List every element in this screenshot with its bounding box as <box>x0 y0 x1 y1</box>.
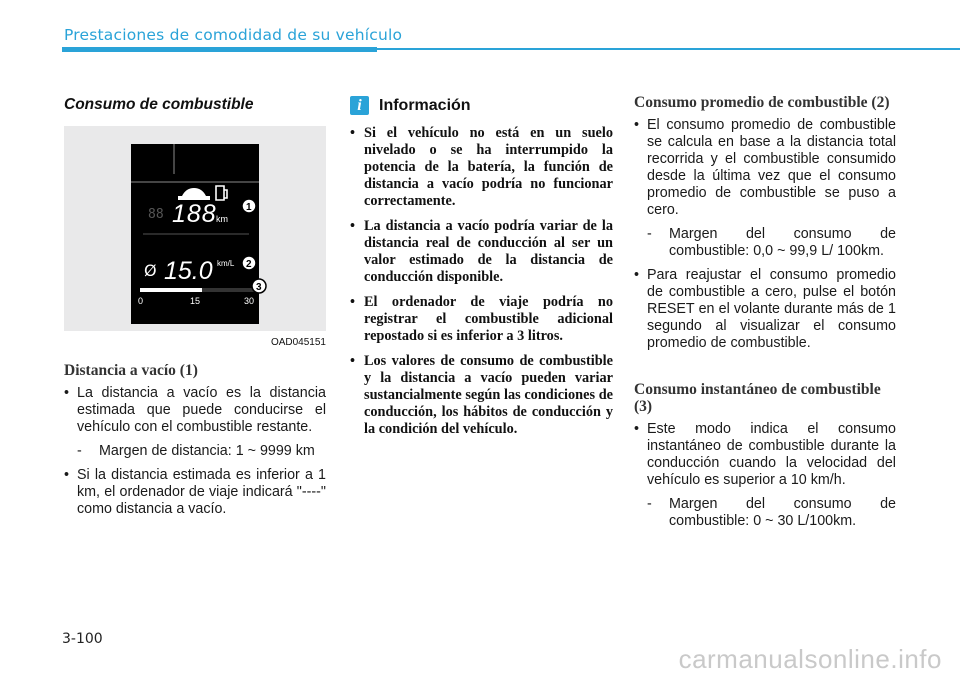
scale-tick-30: 30 <box>244 296 255 306</box>
subtitle-range: Distancia a vacío (1) <box>64 362 198 379</box>
title-instant-consumption: Consumo instantáneo de combustible (3) <box>634 381 881 415</box>
bullet-range-def: • La distancia a vacío es la distancia estimada que puede conducirse el vehículo con el combustible restante. <box>64 385 326 436</box>
callout-3: 3 <box>256 282 262 293</box>
dash-text: Margen de distancia: 1 ~ 9999 km <box>99 443 315 459</box>
info-header <box>350 96 613 115</box>
bullet-range-low: • Si la distancia estimada es inferior a 1 km, el ordenador de viaje indicará "----" como distancia a vacío. <box>64 467 326 518</box>
dash-instant-margin <box>647 496 896 530</box>
cluster-figure <box>64 126 326 331</box>
header-rule-thin <box>377 48 960 50</box>
info-item-3: • El ordenador de viaje podría no registrar el combustible adicional repostado si es inferior a 3 litros. <box>350 294 613 345</box>
info-item-1: • Si el vehículo no está en un suelo nivelado o se ha interrumpido la potencia de la batería, la función de distancia a vacío podría no funcionar correctamente. <box>350 125 613 210</box>
info-item-4: • Los valores de consumo de combustible y la distancia a vacío pueden variar sustancialmente según las condiciones de conducción, los hábitos de conducción y la condición del vehículo. <box>350 353 613 438</box>
svg-text:88: 88 <box>148 207 164 222</box>
info-item-2: • La distancia a vacío podría variar de la distancia real de conducción al ser un valor estimado de la distancia de conducción disponible. <box>350 218 613 286</box>
callout-1: 1 <box>246 202 252 213</box>
dash-text: Margen del consumo de combustible: 0 ~ 30 L/100km. <box>669 496 896 529</box>
cluster-display-illustration <box>64 126 326 331</box>
avg-value: 15.0 <box>164 257 213 285</box>
dash-mark: - <box>77 443 82 459</box>
column-right <box>634 90 896 537</box>
title-avg-consumption: Consumo promedio de combustible (2) <box>634 94 890 111</box>
info-title: Información <box>379 96 471 114</box>
avg-symbol: Ø <box>144 261 157 280</box>
page-number: 3-100 <box>62 631 103 647</box>
watermark: carmanualsonline.info <box>678 644 942 674</box>
dash-mark: - <box>647 496 652 512</box>
bullet-avg-def: • El consumo promedio de combustible se calcula en base a la distancia total recorrida y el combustible consumido desde la última vez que el consumo promedio de combustible se puso a cero. <box>634 117 896 219</box>
dash-avg-margin <box>647 226 896 260</box>
bullet-instant-def: • Este modo indica el consumo instantáneo de combustible durante la conducción cuando la velocidad del vehículo es superior a 10 km/h. <box>634 421 896 489</box>
header-rule-thick <box>62 47 377 52</box>
column-left <box>64 90 326 525</box>
page-header-title: Prestaciones de comodidad de su vehículo <box>64 26 403 44</box>
column-middle <box>350 90 613 446</box>
range-unit: km <box>216 214 228 224</box>
scale-tick-0: 0 <box>138 296 144 306</box>
info-icon: i <box>350 96 369 115</box>
range-value: 188 <box>172 200 217 228</box>
dash-mark: - <box>647 226 652 242</box>
bullet-avg-reset: • Para reajustar el consumo promedio de combustible a cero, pulse el botón RESET en el volante durante más de 1 segundo al visualizar el consumo promedio de combustible. <box>634 267 896 352</box>
avg-unit: km/L <box>217 259 235 268</box>
section-title: Consumo de combustible <box>64 96 254 113</box>
figure-code: OAD045151 <box>270 337 326 348</box>
callout-2: 2 <box>246 259 252 270</box>
dash-range-margin <box>77 443 326 460</box>
dash-text: Margen del consumo de combustible: 0,0 ~ 99,9 L/ 100km. <box>669 226 896 259</box>
scale-tick-15: 15 <box>190 296 201 306</box>
